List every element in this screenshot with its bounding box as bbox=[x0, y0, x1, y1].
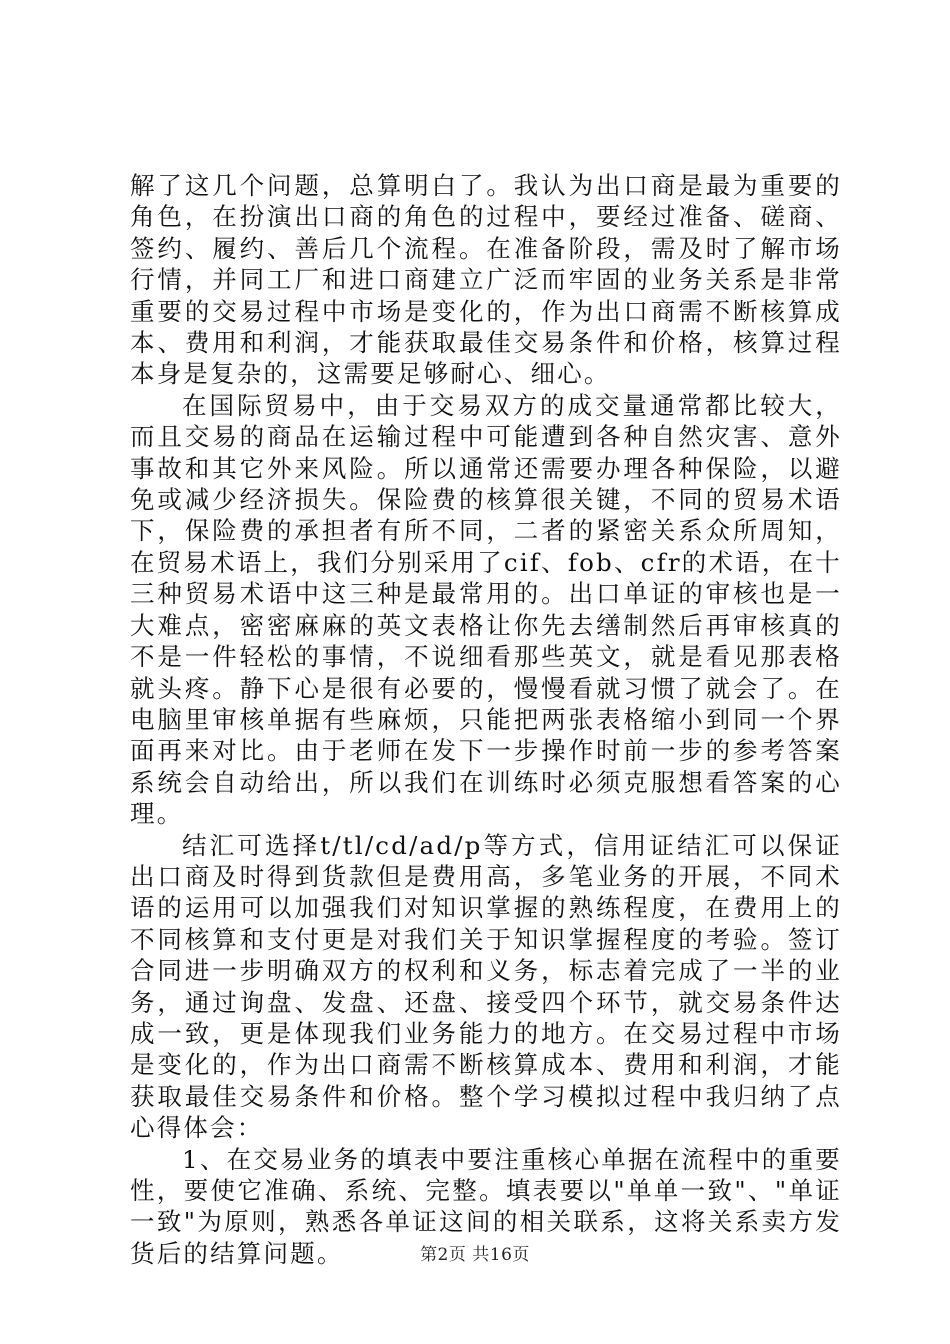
paragraph-continued: 解了这几个问题，总算明白了。我认为出口商是最为重要的角色，在扮演出口商的角色的过程中，要经过准备、磋商、签约、履约、善后几个流程。在准备阶段，需及时了解市场行情，并同工厂和进口商建立广泛而牢固的业务关系是非常重要的交易过程中市场是变化的，作为出口商需不断核算成本、费用和利润，才能获取最佳交易条件和价格，核算过程本身是复杂的，这需要足够耐心、细心。 bbox=[130, 171, 842, 389]
document-body bbox=[130, 170, 842, 1269]
page-footer: 第2页 共16页 bbox=[420, 1245, 530, 1265]
paragraph-settlement: 结汇可选择t/tl/cd/ad/p等方式，信用证结汇可以保证出口商及时得到货款但是费用高，多笔业务的开展，不同术语的运用可以加强我们对知识掌握的熟练程度，在费用上的不同核算和支付更是对我们关于知识掌握程度的考验。签订合同进一步明确双方的权利和义务，标志着完成了一半的业务，通过询盘、发盘、还盘、接受四个环节，就交易条件达成一致，更是体现我们业务能力的地方。在交易过程中市场是变化的，作为出口商需不断核算成本、费用和利润，才能获取最佳交易条件和价格。整个学习模拟过程中我归纳了点心得体会： bbox=[130, 830, 842, 1143]
paragraph-insurance: 在国际贸易中，由于交易双方的成交量通常都比较大，而且交易的商品在运输过程中可能遭到各种自然灾害、意外事故和其它外来风险。所以通常还需要办理各种保险，以避免或减少经济损失。保险费的核算很关键，不同的贸易术语下，保险费的承担者有所不同，二者的紧密关系众所周知，在贸易术语上，我们分别采用了cif、fob、cfr的术语，在十三种贸易术语中这三种是最常用的。出口单证的审核也是一大难点，密密麻麻的英文表格让你先去缮制然后再审核真的不是一件轻松的事情，不说细看那些英文，就是看见那表格就头疼。静下心是很有必要的，慢慢看就习惯了就会了。在电脑里审核单据有些麻烦，只能把两张表格缩小到同一个界面再来对比。由于老师在发下一步操作时前一步的参考答案系统会自动给出，所以我们在训练时必须克服想看答案的心理。 bbox=[130, 390, 842, 829]
paragraph-point-1: 1、在交易业务的填表中要注重核心单据在流程中的重要性，要使它准确、系统、完整。填表要以"单单一致"、"单证一致"为原则，熟悉各单证这间的相关联系，这将关系卖方发货后的结算问题。 bbox=[130, 1144, 842, 1268]
